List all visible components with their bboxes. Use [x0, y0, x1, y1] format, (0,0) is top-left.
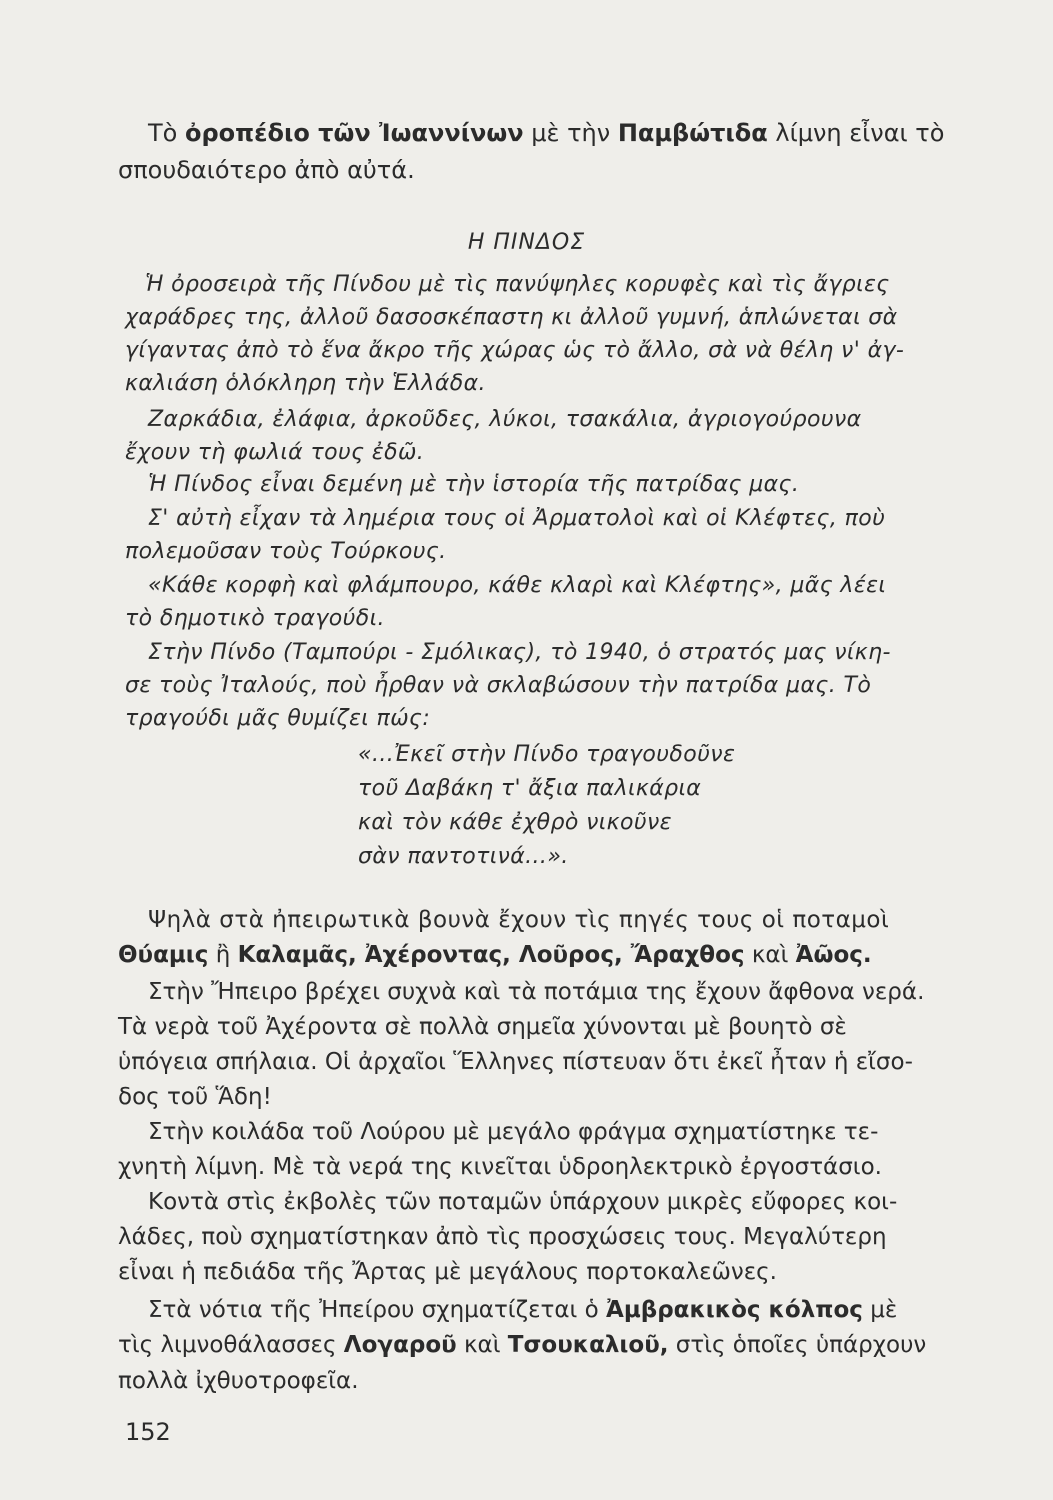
rivers-line: Στὴν κοιλάδα τοῦ Λούρου μὲ μεγάλο φράγμα σχηματίστηκε τε- [148, 1119, 879, 1145]
pindos-line: τραγούδι μᾶς θυμίζει πώς: [125, 706, 431, 731]
verse-line: «...Ἐκεῖ στὴν Πίνδο τραγουδοῦνε [358, 742, 736, 767]
pindos-line: χαράδρες της, ἀλλοῦ δασοσκέπαστη κι ἀλλοῦ γυμνή, ἁπλώνεται σὰ [125, 305, 898, 330]
rivers-line: ὑπόγεια σπήλαια. Οἱ ἀρχαῖοι Ἕλληνες πίστευαν ὅτι ἐκεῖ ἦταν ἡ εἴσο- [118, 1049, 913, 1075]
pindos-line: καλιάση ὁλόκληρη τὴν Ἑλλάδα. [125, 371, 486, 396]
pindos-line: γίγαντας ἀπὸ τὸ ἕνα ἄκρο τῆς χώρας ὡς τὸ ἄλλο, σὰ νὰ θέλη ν' ἀγ- [125, 338, 905, 363]
rivers-line: χνητὴ λίμνη. Μὲ τὰ νερά της κινεῖται ὑδροηλεκτρικὸ ἐργοστάσιο. [118, 1154, 882, 1180]
rivers-last-line-3: πολλὰ ἰχθυοτροφεῖα. [118, 1368, 359, 1394]
pindos-line: Ἡ Πίνδος εἶναι δεμένη μὲ τὴν ἱστορία τῆς πατρίδας μας. [148, 472, 800, 497]
verse-line: καὶ τὸν κάθε ἐχθρὸ νικοῦνε [358, 810, 672, 835]
pindos-line: σε τοὺς Ἰταλούς, ποὺ ἦρθαν νὰ σκλαβώσουν τὴν πατρίδα μας. Τὸ [125, 673, 872, 698]
pindos-line: πολεμοῦσαν τοὺς Τούρκους. [125, 539, 447, 564]
rivers-line: εἶναι ἡ πεδιάδα τῆς Ἄρτας μὲ μεγάλους πορτοκαλεῶνες. [118, 1259, 777, 1285]
rivers-line: λάδες, ποὺ σχηματίστηκαν ἀπὸ τὶς προσχώσεις τους. Μεγαλύτερη [118, 1224, 887, 1250]
rivers-last-line-2: τὶς λιμνοθάλασσες Λογαροῦ καὶ Τσουκαλιοῦ, στὶς ὁποῖες ὑπάρχουν [118, 1332, 927, 1358]
pindos-line: «Κάθε κορφὴ καὶ φλάμπουρο, κάθε κλαρὶ καὶ Κλέφτης», μᾶς λέει [148, 573, 887, 598]
page-number: 152 [125, 1418, 171, 1446]
pindos-line: Ζαρκάδια, ἐλάφια, ἀρκοῦδες, λύκοι, τσακάλια, ἀγριογούρουνα [148, 407, 862, 432]
section-title: Η ΠΙΝΔΟΣ [467, 230, 586, 255]
pindos-line: τὸ δημοτικὸ τραγούδι. [125, 606, 385, 631]
pindos-line: Ἡ ὀροσειρὰ τῆς Πίνδου μὲ τὶς πανύψηλες κορυφὲς καὶ τὶς ἄγριες [145, 272, 890, 297]
rivers-line: Τὰ νερὰ τοῦ Ἀχέροντα σὲ πολλὰ σημεῖα χύνονται μὲ βουητὸ σὲ [118, 1014, 847, 1040]
rivers-line: Στὴν Ἤπειρο βρέχει συχνὰ καὶ τὰ ποτάμια της ἔχουν ἄφθονα νερά. [148, 979, 925, 1005]
intro-line-2: σπουδαιότερο ἀπὸ αὐτά. [118, 156, 415, 184]
rivers-last-line-1: Στὰ νότια τῆς Ἠπείρου σχηματίζεται ὁ Ἀμβρακικὸς κόλπος μὲ [148, 1297, 898, 1323]
pindos-line: Σ' αὐτὴ εἶχαν τὰ λημέρια τους οἱ Ἀρματολοὶ καὶ οἱ Κλέφτες, ποὺ [148, 506, 886, 531]
intro-line-1: Τὸ ὀροπέδιο τῶν Ἰωαννίνων μὲ τὴν Παμβώτιδα λίμνη εἶναι τὸ [148, 119, 945, 147]
rivers-line: δος τοῦ Ἅδη! [118, 1084, 272, 1110]
rivers-line: Κοντὰ στὶς ἐκβολὲς τῶν ποταμῶν ὑπάρχουν μικρὲς εὔφορες κοι- [148, 1189, 898, 1215]
verse-line: τοῦ Δαβάκη τ' ἄξια παλικάρια [358, 776, 702, 801]
rivers-line-names: Θύαμις ἢ Καλαμᾶς, Ἀχέροντας, Λοῦρος, Ἄραχθος καὶ Ἀῶος. [118, 942, 872, 968]
verse-line: σὰν παντοτινά...». [358, 844, 569, 869]
pindos-line: Στὴν Πίνδο (Ταμπούρι - Σμόλικας), τὸ 1940, ὁ στρατός μας νίκη- [148, 640, 891, 665]
rivers-line: Ψηλὰ στὰ ἠπειρωτικὰ βουνὰ ἔχουν τὶς πηγές τους οἱ ποταμοὶ [148, 907, 890, 933]
pindos-line: ἔχουν τὴ φωλιά τους ἐδῶ. [125, 440, 425, 465]
